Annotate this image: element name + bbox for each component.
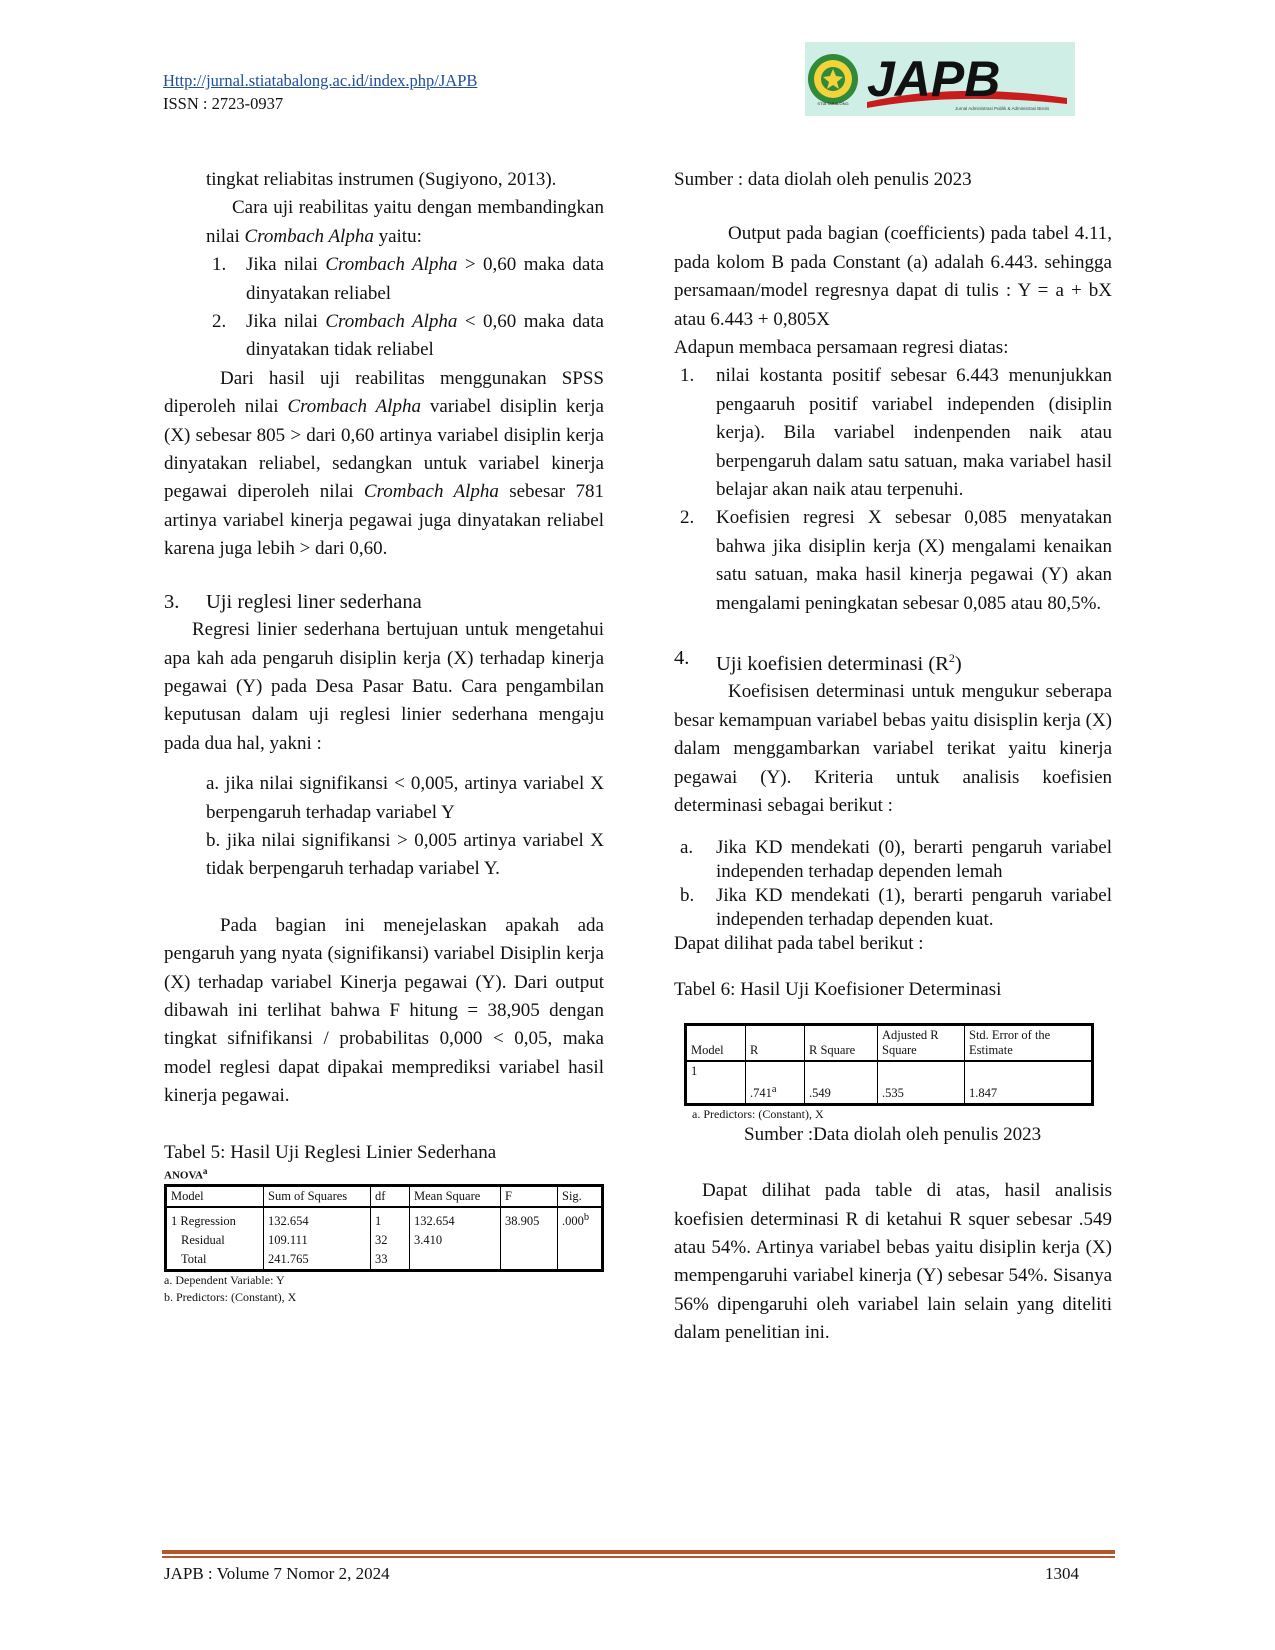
criteria-a: a. jika nilai signifikansi < 0,005, artinya variabel X berpengaruh terhadap variabel Y	[206, 773, 604, 823]
table-header-row: Model Sum of Squares df Mean Square F Sig.	[166, 1186, 603, 1208]
page-number: 1304	[1045, 1564, 1079, 1583]
paragraph: tingkat reliabitas instrumen (Sugiyono, 2013).	[206, 169, 557, 190]
left-column	[164, 166, 604, 1306]
footer-citation: JAPB : Volume 7 Nomor 2, 2024	[164, 1564, 390, 1583]
table-row: 1 .741$^a$ .549 .535 1.847	[686, 1061, 1093, 1105]
list-item: b. Jika KD mendekati (1), berarti pengaruh variabel independen terhadap dependen kuat.	[680, 885, 1112, 931]
source-note: Sumber :Data diolah oleh penulis 2023	[744, 1124, 1042, 1146]
footer-rule	[162, 1550, 1115, 1554]
journal-url-link[interactable]: Http://jurnal.stiatabalong.ac.id/index.php/JAPB	[163, 71, 478, 90]
right-column	[674, 166, 1112, 1348]
table5-caption: Tabel 5: Hasil Uji Reglesi Linier Sederhana	[164, 1141, 497, 1163]
paragraph: Dapat dilihat pada table di atas, hasil analisis koefisien determinasi R di ketahui R squer sebesar .549 atau 54%. Artinya variabel bebas yaitu disiplin kerja (X) mempengaruhi variabel kinerja (Y) sebesar 54%. Sisanya 56% dipengaruhi oleh variabel lain selain yang diteliti dalam penelitian ini.	[674, 1180, 1112, 1344]
section-heading-4: 4. Uji koefisien determinasi $(R^2)$	[674, 647, 962, 675]
source-note: Sumber : data diolah oleh penulis 2023	[674, 169, 972, 190]
anova-title: ANOVA$^a$	[164, 1165, 208, 1182]
issn-text: ISSN : 2723-0937	[163, 94, 284, 113]
list-item: 1. nilai kostanta positif sebesar 6.443 menunjukkan pengaaruh positif variabel independen (disiplin kerja). Bila variabel indenpenden naik atau berpengaruh dalam satu satuan, maka variabel hasil belajar akan naik atau terpenuhi.	[680, 365, 1112, 501]
paragraph: Pada bagian ini menejelaskan apakah ada pengaruh yang nyata (signifikansi) variabel Disiplin kerja (X) terhadap variabel Kinerja pegawai (Y). Dari output dibawah ini terlihat bahwa F hitung = 38,905 dengan tingkat sifnifikansi / probabilitas 0,000 < 0,05, maka model reglesi dapat dipakai memprediksi variabel hasil kinerja pegawai.	[164, 914, 604, 1107]
list-item: 2. Koefisien regresi X sebesar 0,085 menyatakan bahwa jika disiplin kerja (X) mengalami kenaikan satu satuan, maka hasil kinerja pegawai (Y) akan mengalami peningkatan sebesar 0,085 atau 80,5%.	[680, 507, 1112, 614]
list-item: 2. Jika nilai Crombach Alpha < 0,60 maka data dinyatakan tidak reliabel	[212, 311, 604, 361]
paragraph: Dari hasil uji reabilitas menggunakan SPSS diperoleh nilai Crombach Alpha variabel disiplin kerja (X) sebesar 805 > dari 0,60 artinya variabel disiplin kerja dinyatakan reliabel, sedangkan untuk variabel kinerja pegawai diperoleh nilai Crombach Alpha sebesar 781 artinya variabel kinerja pegawai juga dinyatakan reliabel karena juga lebih > dari 0,60.	[164, 367, 605, 560]
list-item: a. Jika KD mendekati (0), berarti pengaruh variabel independen terhadap dependen lemah	[680, 837, 1112, 883]
paragraph: Output pada bagian (coefficients) pada tabel 4.11, pada kolom B pada Constant (a) adalah 6.443. sehingga persamaan/model regresnya dapat di tulis : Y = a + bX atau 6.443 + 0,805X	[674, 223, 1112, 330]
table-row: Residual 109.111 32 3.410	[166, 1231, 603, 1250]
model-summary-note: a. Predictors: (Constant), X	[692, 1107, 824, 1122]
footer-rule	[162, 1556, 1115, 1558]
section-heading-3: 3. Uji reglesi liner sederhana	[164, 590, 422, 613]
paragraph: Cara uji reabilitas yaitu dengan membandingkan nilai Crombach Alpha yaitu:	[206, 197, 604, 247]
logo-subtitle: Jurnal Administrasi Publik & Administrasi Bisnis	[955, 106, 1050, 111]
paragraph: Koefisisen determinasi untuk mengukur seberapa besar kemampuan variabel bebas yaitu disisplin kerja (X) dalam menggambarkan variabel terikat yaitu kinerja pegawai (Y). Kriteria untuk analisis koefisien determinasi sebagai berikut :	[674, 681, 1112, 816]
table-row: 1 Regression 132.654 1 132.654 38.905 .000$^b$	[166, 1207, 603, 1231]
seal-text: STIA TABALONG	[817, 101, 849, 106]
paragraph: Regresi linier sederhana bertujuan untuk mengetahui apa kah ada pengaruh disiplin kerja (X) terhadap kinerja pegawai (Y) pada Desa Pasar Batu. Cara pengambilan keputusan dalam uji reglesi linier sederhana mengaju pada dua hal, yakni :	[164, 619, 604, 754]
anova-note-b: b. Predictors: (Constant), X	[164, 1290, 297, 1305]
table-header-row: Model R R Square Adjusted R Square Std. Error of the Estimate	[686, 1024, 1093, 1061]
anova-note-a: a. Dependent Variable: Y	[164, 1273, 285, 1288]
paragraph: Adapun membaca persamaan regresi diatas:	[674, 337, 1009, 359]
anova-table	[164, 1184, 604, 1272]
japb-logo-graphic	[805, 42, 1075, 116]
table-row: Total 241.765 33	[166, 1250, 603, 1271]
table6-caption: Tabel 6: Hasil Uji Koefisioner Determinasi	[674, 979, 1002, 1001]
journal-logo	[805, 42, 1075, 116]
list-item: 1. Jika nilai Crombach Alpha > 0,60 maka data dinyatakan reliabel	[212, 254, 604, 304]
model-summary-table	[684, 1023, 1094, 1107]
criteria-b: b. jika nilai signifikansi > 0,005 artinya variabel X tidak berpengaruh terhadap variabel Y.	[206, 829, 604, 880]
logo-wordmark: JAPB	[867, 51, 1001, 107]
paragraph: Dapat dilihat pada tabel berikut :	[674, 933, 924, 955]
